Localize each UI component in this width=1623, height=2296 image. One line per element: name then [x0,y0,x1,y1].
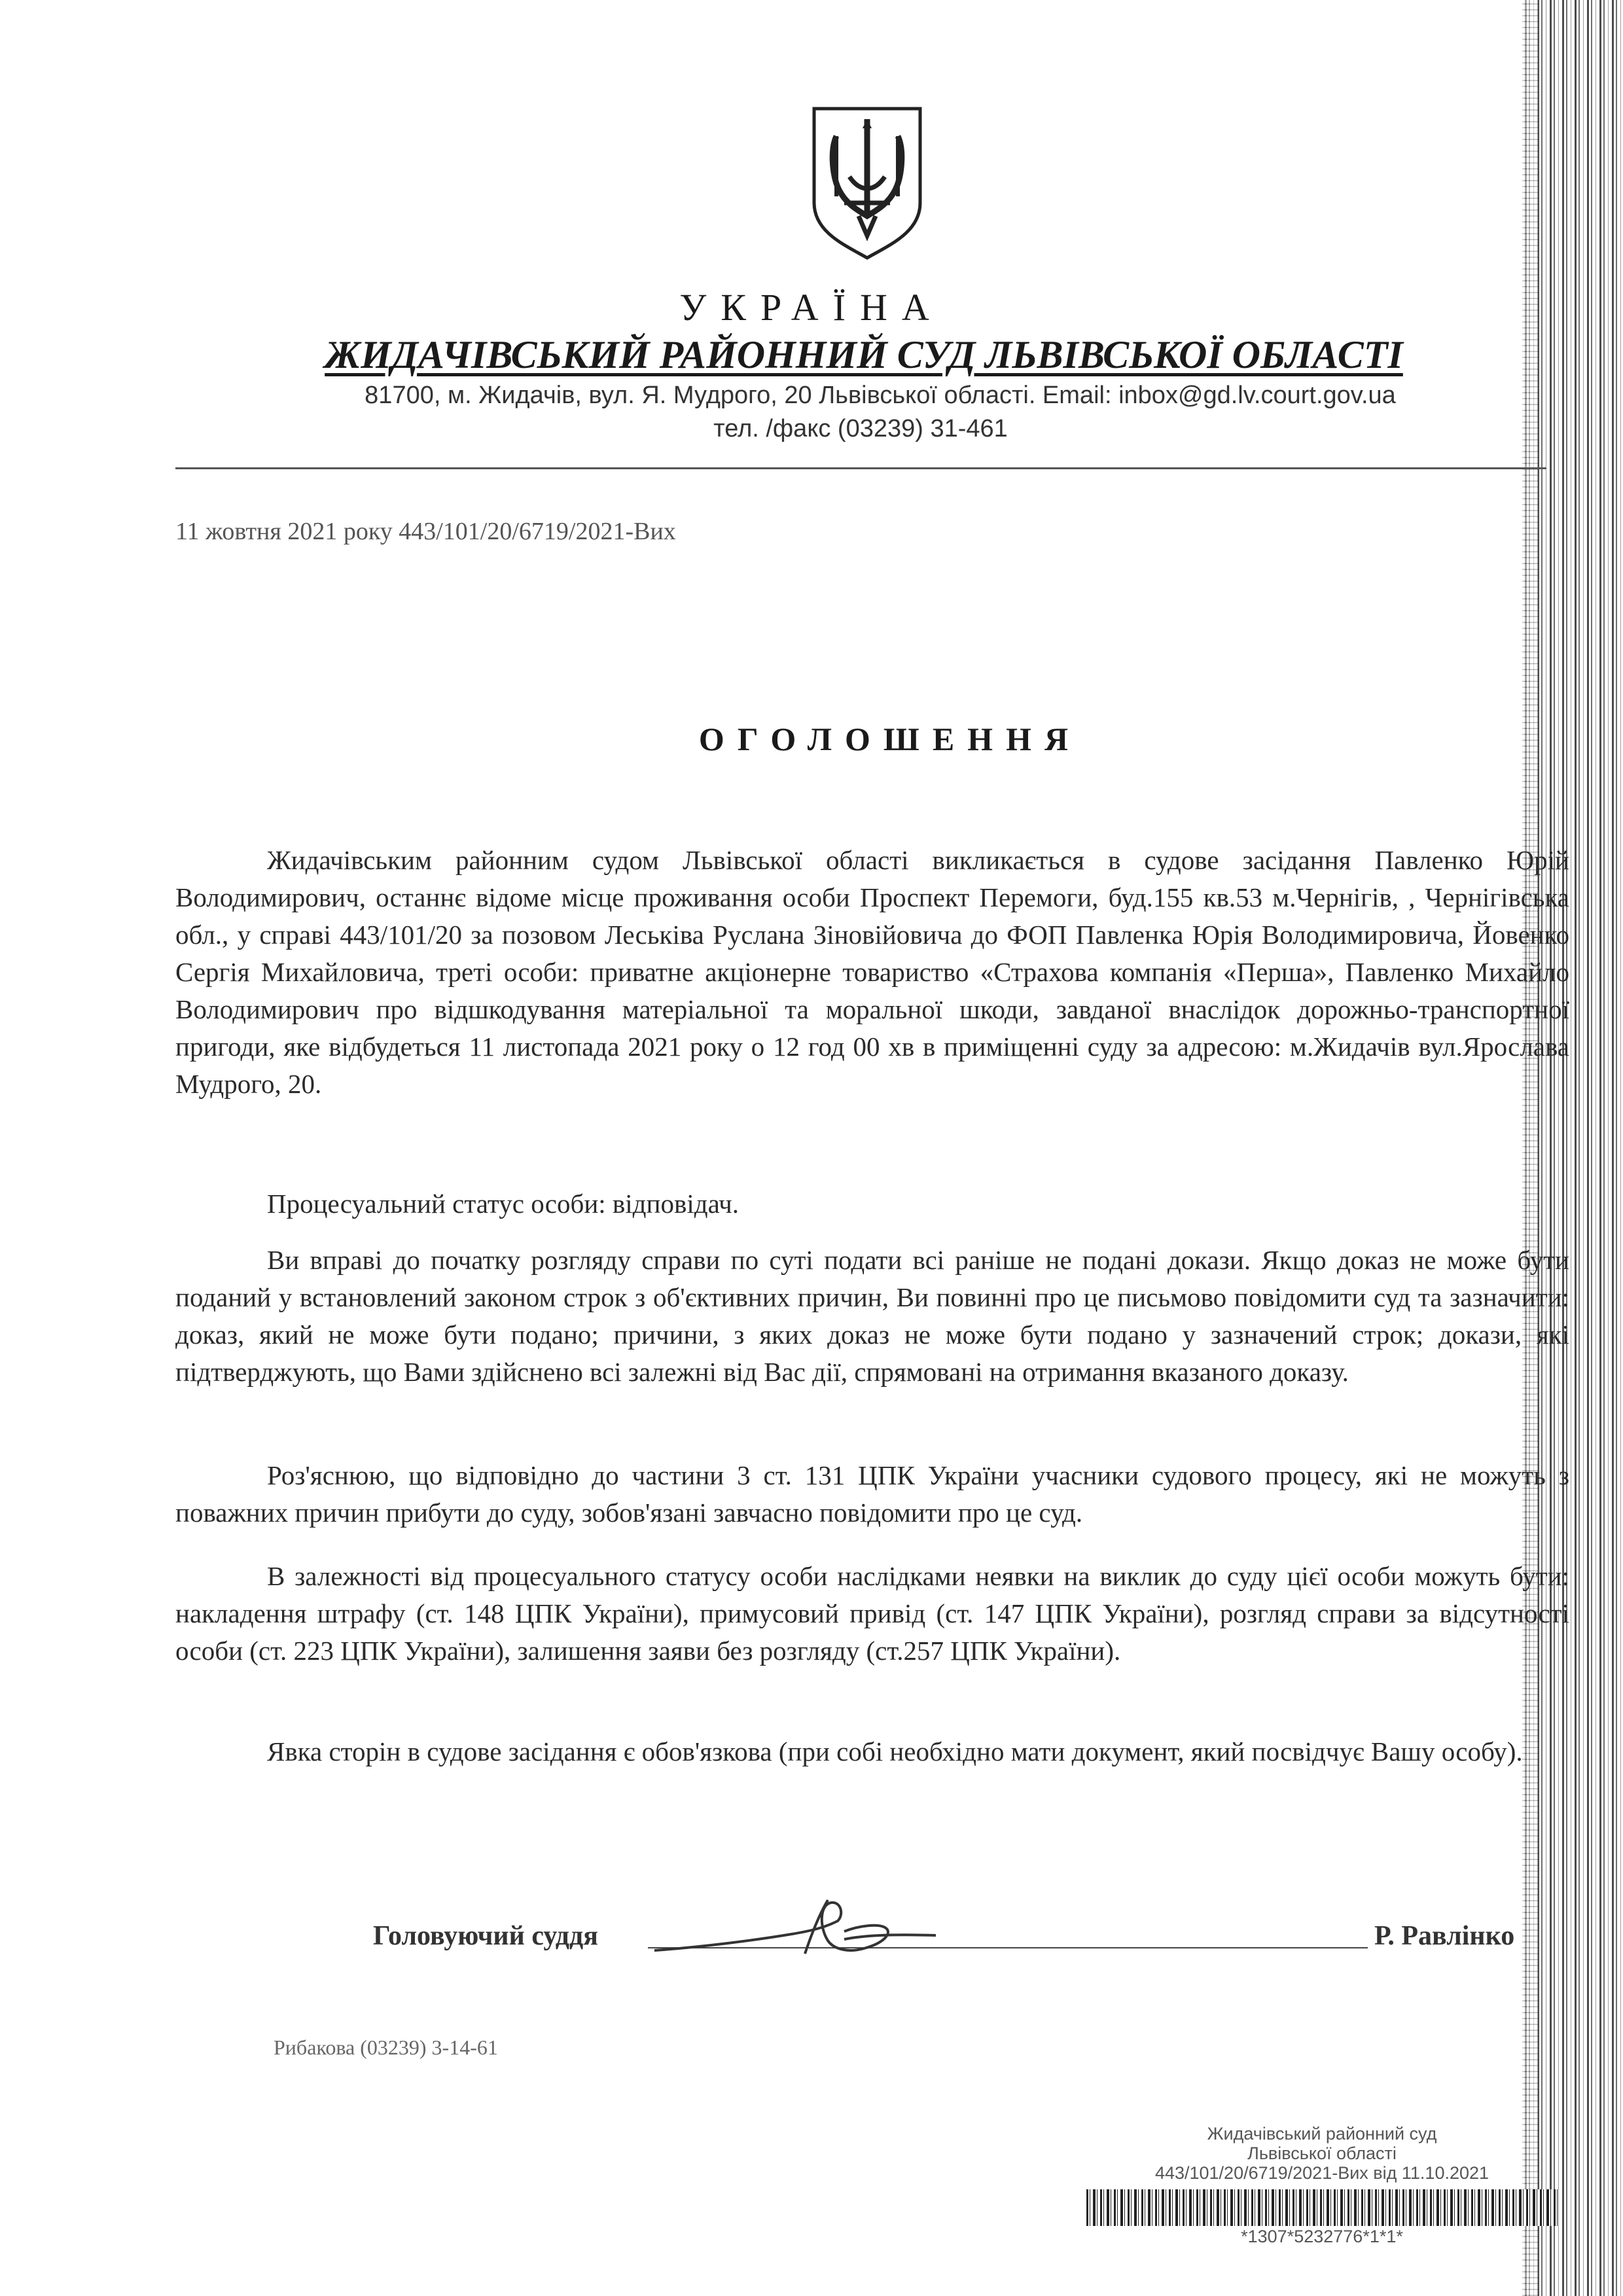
handwritten-signature [648,1888,942,1967]
trident-coat-of-arms-icon [810,105,924,262]
paragraph-evidence [175,1242,1569,1391]
presiding-judge-label: Головуючий суддя [373,1921,598,1951]
executor-contact: Рибакова (03239) 3-14-61 [274,2036,498,2059]
judge-name: Р. Равлінко [1374,1921,1515,1951]
document-title: ОГОЛОШЕННЯ [698,721,1082,757]
barcode [1086,2189,1558,2226]
paragraph-text: Явка сторін в судове засідання є обов'язкова (при собі необхідно мати документ, який посвідчує Вашу особу). [267,1736,1523,1767]
stamp-line-court: Жидачівський районний суд [1207,2124,1437,2144]
stamp-line-region: Львівської області [1247,2144,1397,2163]
paragraph-text: Жидачівським районним судом Львівської області викликається в судове засідання Павленко Юрій Володимирович, останнє відоме місце проживання особи Проспект Перемоги, буд.155 кв.53 м.Чернігів, , Чернігівська обл., у справі 443/101/20 за позовом Леськіва Руслана Зіновійовича до ФОП Павленка Юрія Володимировича, Йовенко Сергія Михайловича, треті особи: приватне акціонерне товариство «Страхова компанія «Перша», Павленко Михайло Володимирович про відшкодування матеріальної та моральної шкоди, завданої внаслідок дорожньо-транспортної пригоди, яке відбудеться 11 листопада 2021 року о 12 год 00 хв в приміщенні суду за адресою: м.Жидачів вул.Ярослава Мудрого, 20. [175,845,1569,1099]
country-heading: УКРАЇНА [679,286,944,329]
paragraph-status [175,1185,1569,1223]
paragraph-text: Роз'яснюю, що відповідно до частини 3 ст. 131 ЦПК України учасники судового процесу, які не можуть з поважних причин прибути до суду, зобов'язані завчасно повідомити про це суд. [175,1460,1569,1528]
court-name: ЖИДАЧІВСЬКИЙ РАЙОННИЙ СУД ЛЬВІВСЬКОЇ ОБЛАСТІ [325,333,1403,376]
paragraph-explanation [175,1457,1569,1532]
stamp-line-number: 443/101/20/6719/2021-Вих від 11.10.2021 [1154,2163,1489,2183]
paragraph-consequences [175,1558,1569,1670]
barcode-number: *1307*5232776*1*1* [1241,2227,1403,2246]
header-divider [175,467,1546,469]
paragraph-text: В залежності від процесуального статусу особи наслідками неявки на виклик до суду цієї особи можуть бути: накладення штрафу (ст. 148 ЦПК України), примусовий привід (ст. 147 ЦПК України), розгляд справи за відсутності особи (ст. 223 ЦПК України), залишення заяви без розгляду (ст.257 ЦПК України). [175,1561,1569,1666]
paragraph-text: Ви вправі до початку розгляду справи по суті подати всі раніше не подані докази. Якщо доказ не може бути поданий у встановлений законом строк з об'єктивних причин, Ви повинні про це письмово повідомити суд та зазначити: доказ, який не може бути подано; причини, з яких доказ не може бути подано у зазначений строк; докази, які підтверджують, що Вами здійснено всі залежні від Вас дії, спрямовані на отримання вказаного доказу. [175,1245,1569,1387]
registration-stamp [1086,2124,1558,2183]
paragraph-text: Процесуальний статус особи: відповідач. [267,1189,740,1219]
paragraph-summons [175,842,1569,1103]
outgoing-number: 11 жовтня 2021 року 443/101/20/6719/2021-Вих [175,518,676,545]
court-phone: тел. /факс (03239) 31-461 [713,415,1008,442]
paragraph-attendance [175,1733,1569,1770]
court-address: 81700, м. Жидачів, вул. Я. Мудрого, 20 Львівської області. Email: inbox@gd.lv.court.gov.ua [365,382,1396,409]
